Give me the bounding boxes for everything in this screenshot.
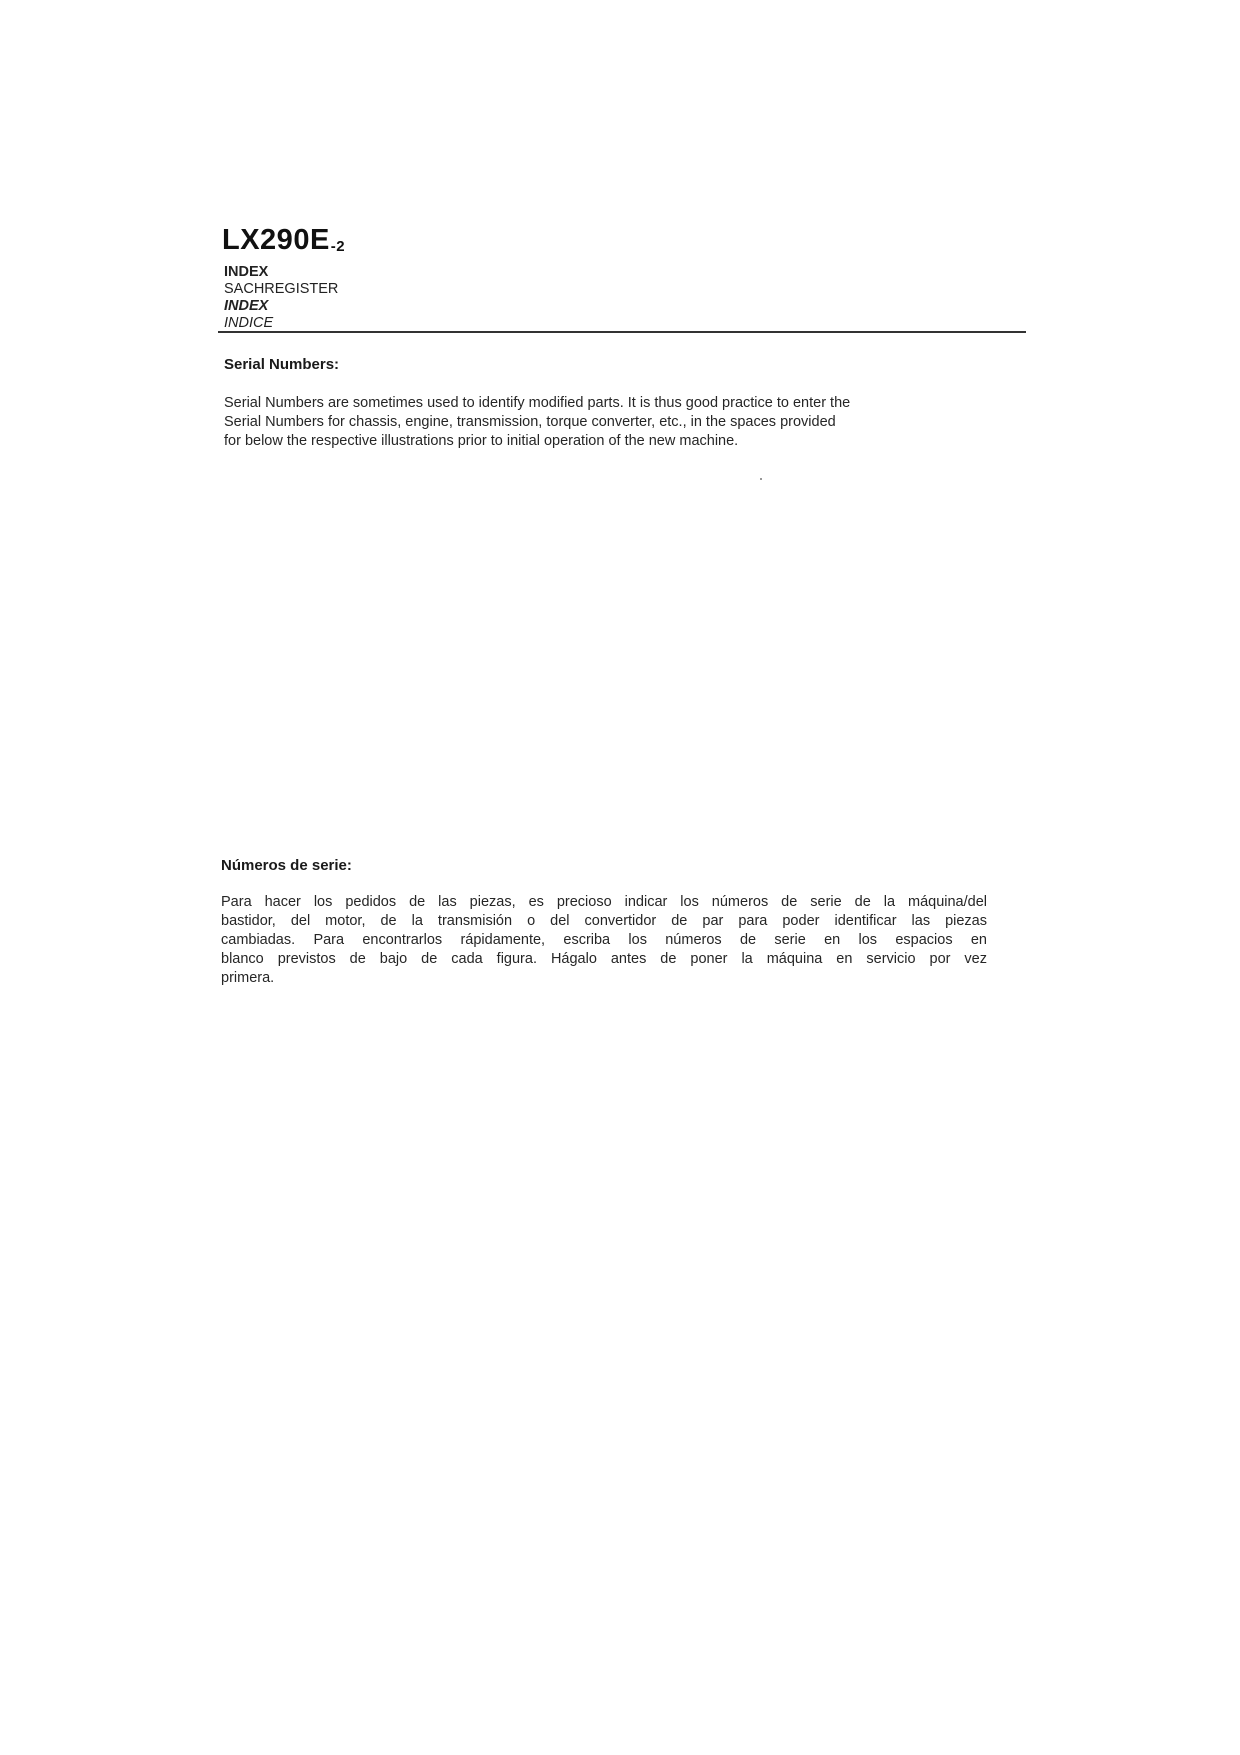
model-suffix: -2 bbox=[330, 238, 346, 255]
model-name: LX290E bbox=[222, 224, 330, 256]
index-label-german: SACHREGISTER bbox=[224, 281, 339, 297]
paragraph-line: Serial Numbers for chassis, engine, transmission, torque converter, etc., in the spaces provided bbox=[224, 414, 836, 430]
index-label-spanish: INDICE bbox=[224, 315, 274, 331]
scan-speck bbox=[760, 478, 762, 480]
paragraph-line: Serial Numbers are sometimes used to identify modified parts. It is thus good practice to enter the bbox=[224, 395, 851, 411]
index-label-english: INDEX bbox=[224, 264, 269, 280]
numeros-de-serie-paragraph bbox=[221, 893, 1011, 988]
index-title-block bbox=[224, 264, 338, 332]
index-label-french: INDEX bbox=[224, 298, 269, 314]
paragraph-line: for below the respective illustrations prior to initial operation of the new machine. bbox=[224, 433, 739, 449]
paragraph-line: cambiadas. Para encontrarlos rápidamente, escriba los números de serie en los espacios en bbox=[221, 932, 987, 948]
paragraph-line: blanco previstos de bajo de cada figura. Hágalo antes de poner la máquina en servicio por vez bbox=[221, 951, 987, 967]
model-title bbox=[222, 224, 345, 257]
paragraph-line: Para hacer los pedidos de las piezas, es precioso indicar los números de serie de la máquina/del bbox=[221, 894, 987, 910]
serial-numbers-paragraph bbox=[224, 394, 1014, 451]
paragraph-line: primera. bbox=[221, 970, 275, 986]
header-divider bbox=[218, 331, 1026, 333]
paragraph-line: bastidor, del motor, de la transmisión o del convertidor de par para poder identificar las piezas bbox=[221, 913, 987, 929]
serial-numbers-heading: Serial Numbers: bbox=[224, 356, 340, 373]
numeros-de-serie-heading: Números de serie: bbox=[221, 857, 352, 874]
